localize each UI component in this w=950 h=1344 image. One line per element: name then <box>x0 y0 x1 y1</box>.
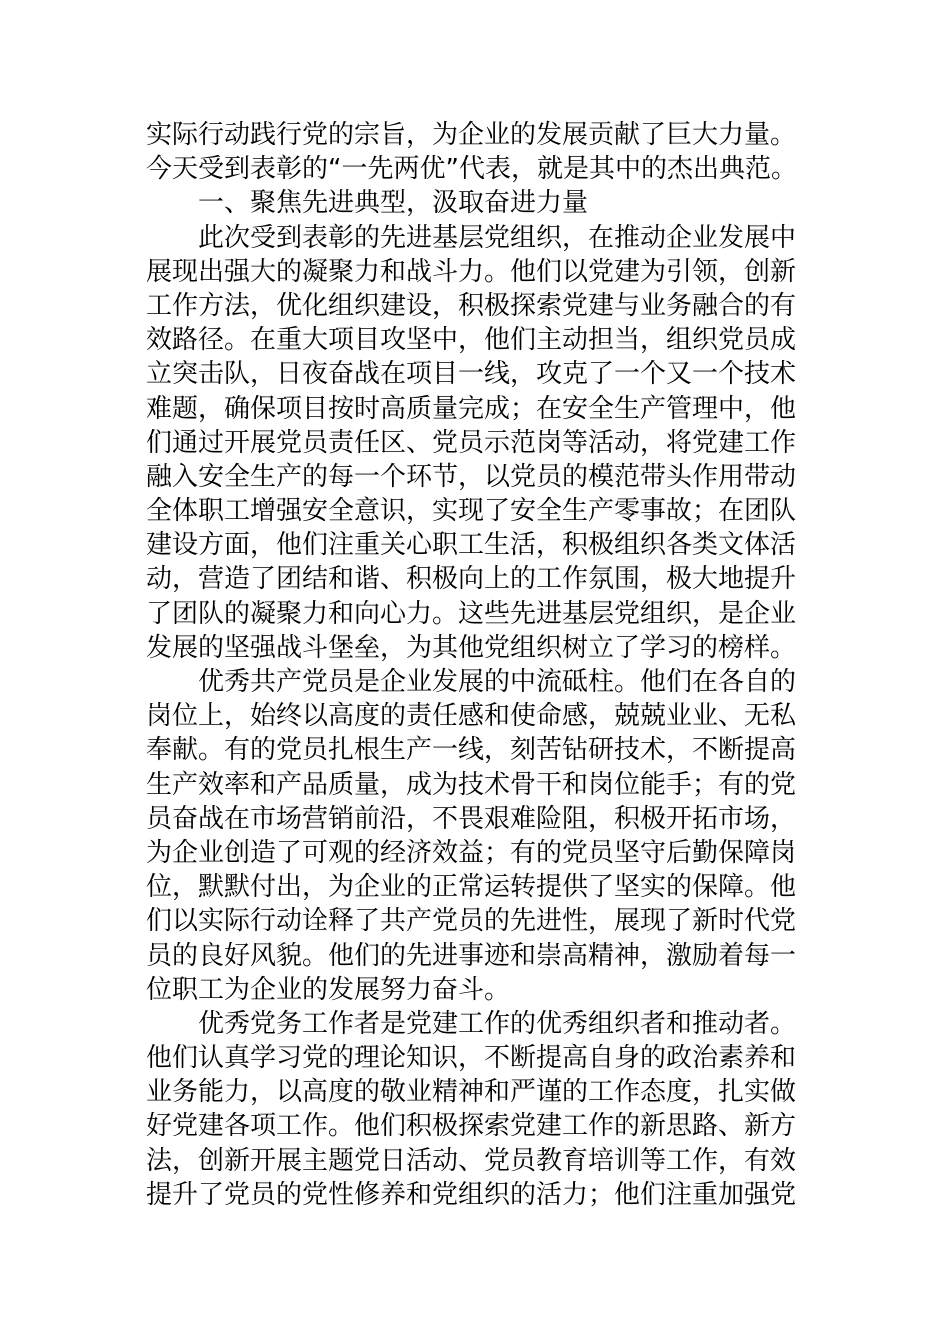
section-heading: 一、聚焦先进典型，汲取奋进力量 <box>198 188 589 219</box>
text-line: 业务能力，以高度的敬业精神和严谨的工作态度，扎实做 <box>146 1077 797 1108</box>
text-line: 展现出强大的凝聚力和战斗力。他们以党建为引领，创新 <box>146 256 797 287</box>
text-line: 他们认真学习党的理论知识，不断提高自身的政治素养和 <box>146 1043 797 1074</box>
text-line: 此次受到表彰的先进基层党组织，在推动企业发展中 <box>198 222 797 253</box>
text-line: 法，创新开展主题党日活动、党员教育培训等工作，有效 <box>146 1145 797 1176</box>
text-line: 们以实际行动诠释了共产党员的先进性，展现了新时代党 <box>146 906 797 937</box>
text-line: 员奋战在市场营销前沿，不畏艰难险阻，积极开拓市场， <box>146 803 797 834</box>
text-line: 难题，确保项目按时高质量完成；在安全生产管理中，他 <box>146 393 797 424</box>
text-line: 融入安全生产的每一个环节，以党员的模范带头作用带动 <box>146 461 797 492</box>
text-line: 优秀共产党员是企业发展的中流砥柱。他们在各自的 <box>198 667 797 697</box>
document-body <box>146 118 814 1212</box>
text-line: 提升了党员的党性修养和党组织的活力；他们注重加强党 <box>146 1179 797 1210</box>
text-line: 们通过开展党员责任区、党员示范岗等活动，将党建工作 <box>146 427 797 458</box>
text-line: 了团队的凝聚力和向心力。这些先进基层党组织，是企业 <box>146 598 797 629</box>
text-line: 员的良好风貌。他们的先进事迹和崇高精神，激励着每一 <box>146 940 797 971</box>
text-line: 岗位上，始终以高度的责任感和使命感，兢兢业业、无私 <box>146 701 797 732</box>
text-line: 建设方面，他们注重关心职工生活，积极组织各类文体活 <box>146 530 797 561</box>
text-line: 今天受到表彰的“一先两优”代表，就是其中的杰出典范。 <box>146 154 797 185</box>
text-line: 优秀党务工作者是党建工作的优秀组织者和推动者。 <box>198 1008 797 1039</box>
text-line: 生产效率和产品质量，成为技术骨干和岗位能手；有的党 <box>146 769 797 800</box>
text-line: 实际行动践行党的宗旨，为企业的发展贡献了巨大力量。 <box>146 120 797 150</box>
text-line: 位，默默付出，为企业的正常运转提供了坚实的保障。他 <box>146 872 797 903</box>
text-line: 效路径。在重大项目攻坚中，他们主动担当，组织党员成 <box>146 325 797 356</box>
text-line: 为企业创造了可观的经济效益；有的党员坚守后勤保障岗 <box>146 837 797 868</box>
text-line: 位职工为企业的发展努力奋斗。 <box>146 974 511 1005</box>
text-line: 动，营造了团结和谐、积极向上的工作氛围，极大地提升 <box>146 564 797 595</box>
text-line: 工作方法，优化组织建设，积极探索党建与业务融合的有 <box>146 290 797 321</box>
text-line: 奉献。有的党员扎根生产一线，刻苦钻研技术，不断提高 <box>146 735 797 766</box>
text-line: 好党建各项工作。他们积极探索党建工作的新思路、新方 <box>146 1111 797 1142</box>
text-line: 立突击队，日夜奋战在项目一线，攻克了一个又一个技术 <box>146 359 797 390</box>
text-line: 全体职工增强安全意识，实现了安全生产零事故；在团队 <box>146 496 797 527</box>
text-line: 发展的坚强战斗堡垒，为其他党组织树立了学习的榜样。 <box>146 632 797 663</box>
